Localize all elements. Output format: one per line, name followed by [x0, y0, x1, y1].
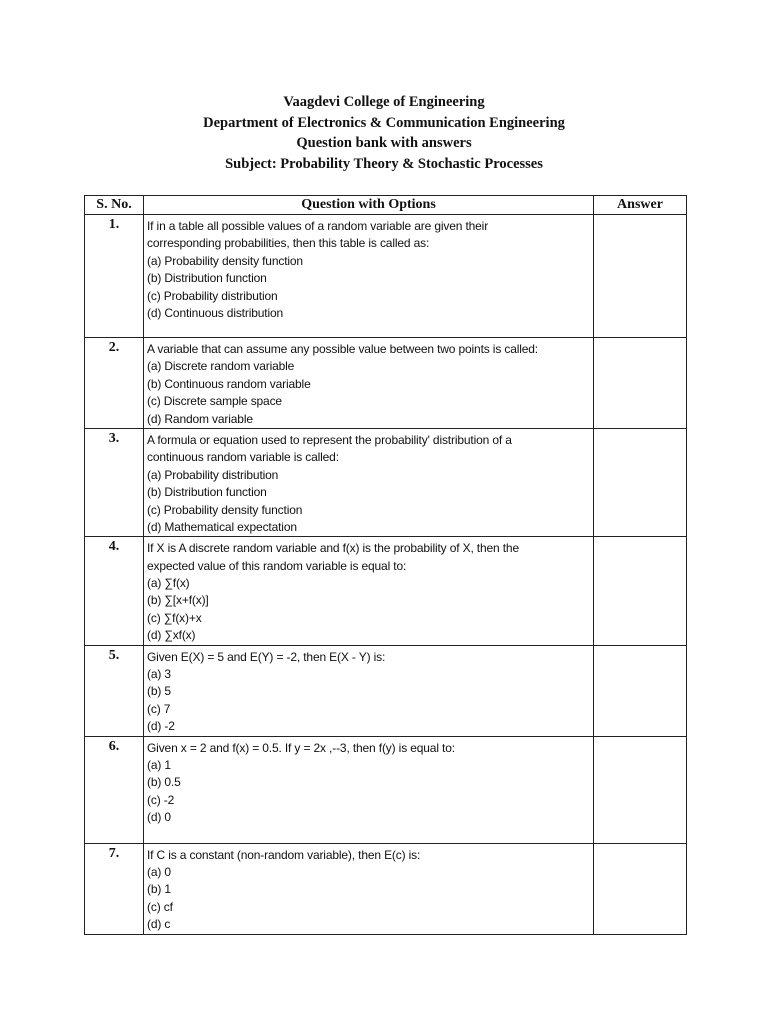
- question-line: (c) Probability density function: [147, 502, 303, 517]
- question-cell: [144, 645, 594, 736]
- question-text: If in a table all possible values of a random variable are given their: [147, 219, 489, 233]
- question-line: (a) 3: [147, 667, 171, 682]
- question-line: (c) ∑f(x)+x: [147, 610, 202, 625]
- question-line: (d) -2: [147, 719, 175, 734]
- answer-cell: [594, 338, 687, 429]
- question-line: (c) 7: [147, 701, 171, 716]
- question-text: Given x = 2 and f(x) = 0.5. If y = 2x ,--3, then f(y) is equal to:: [147, 740, 455, 755]
- question-cell: [144, 843, 594, 934]
- question-text: A variable that can assume any possible value between two points is called:: [147, 342, 538, 356]
- question-line: (d) c: [147, 917, 171, 932]
- question-line: (c) Probability distribution: [147, 288, 278, 303]
- department-name: Department of Electronics & Communication Engineering: [203, 114, 565, 131]
- question-text: If X is A discrete random variable and f(x) is the probability of X, then the: [147, 541, 519, 556]
- table-row: [85, 537, 687, 645]
- answer-cell: [594, 215, 687, 338]
- header-sno: S. No.: [85, 196, 144, 215]
- table-header-row: [85, 196, 687, 215]
- question-text: A formula or equation used to represent the probability' distribution of a: [147, 432, 512, 447]
- answer-cell: [594, 843, 687, 934]
- question-cell: [144, 537, 594, 645]
- question-line: (a) Probability density function: [147, 253, 303, 268]
- answer-cell: [594, 645, 687, 736]
- table-row: [85, 736, 687, 843]
- question-line: (d) Mathematical expectation: [147, 519, 297, 534]
- question-line: (a) 1: [147, 757, 171, 772]
- question-line: (b) 1: [147, 882, 171, 897]
- question-number: 5.: [85, 645, 144, 736]
- table-row: [85, 215, 687, 338]
- question-text: If C is a constant (non-random variable), then E(c) is:: [147, 847, 421, 862]
- question-line: (a) Probability distribution: [147, 467, 279, 482]
- question-line: (d) Random variable: [147, 411, 253, 426]
- subject-title: Subject: Probability Theory & Stochastic Processes: [225, 155, 543, 172]
- table-row: [85, 645, 687, 736]
- question-line: (b) 0.5: [147, 775, 181, 790]
- question-number: 7.: [85, 843, 144, 934]
- question-line: (b) 5: [147, 684, 171, 699]
- document-title: Question bank with answers: [296, 135, 472, 151]
- question-line: (a) Discrete random variable: [147, 359, 295, 374]
- question-line: (b) Distribution function: [147, 485, 267, 500]
- question-number: 6.: [85, 736, 144, 843]
- question-line: (d) ∑xf(x): [147, 628, 196, 643]
- question-line: expected value of this random variable is equal to:: [147, 558, 407, 573]
- question-cell: [144, 428, 594, 536]
- question-line: corresponding probabilities, then this table is called as:: [147, 236, 430, 251]
- question-number: 3.: [85, 428, 144, 536]
- question-line: (a) ∑f(x): [147, 576, 190, 591]
- question-line: (b) Distribution function: [147, 271, 267, 286]
- question-cell: [144, 338, 594, 429]
- question-line: continuous random variable is called:: [147, 450, 339, 465]
- question-line: (b) ∑[x+f(x)]: [147, 593, 209, 608]
- question-line: (d) 0: [147, 810, 171, 825]
- question-number: 2.: [85, 338, 144, 429]
- question-line: (a) 0: [147, 864, 171, 879]
- question-cell: [144, 215, 594, 338]
- answer-cell: [594, 428, 687, 536]
- question-table: [84, 195, 687, 935]
- table-row: [85, 428, 687, 536]
- question-number: 1.: [85, 215, 144, 338]
- question-line: (c) -2: [147, 792, 175, 807]
- table-row: [85, 843, 687, 934]
- question-cell: [144, 736, 594, 843]
- college-name: Vaagdevi College of Engineering: [283, 94, 485, 110]
- answer-cell: [594, 537, 687, 645]
- question-number: 4.: [85, 537, 144, 645]
- question-text: Given E(X) = 5 and E(Y) = -2, then E(X - Y) is:: [147, 649, 386, 664]
- question-line: (c) Discrete sample space: [147, 394, 282, 409]
- question-line: (b) Continuous random variable: [147, 376, 311, 391]
- answer-cell: [594, 736, 687, 843]
- header-question: Question with Options: [144, 196, 594, 215]
- header-answer: Answer: [594, 196, 687, 215]
- table-row: [85, 338, 687, 429]
- question-line: (c) cf: [147, 899, 173, 914]
- question-line: (d) Continuous distribution: [147, 305, 284, 320]
- document-header: [0, 92, 768, 174]
